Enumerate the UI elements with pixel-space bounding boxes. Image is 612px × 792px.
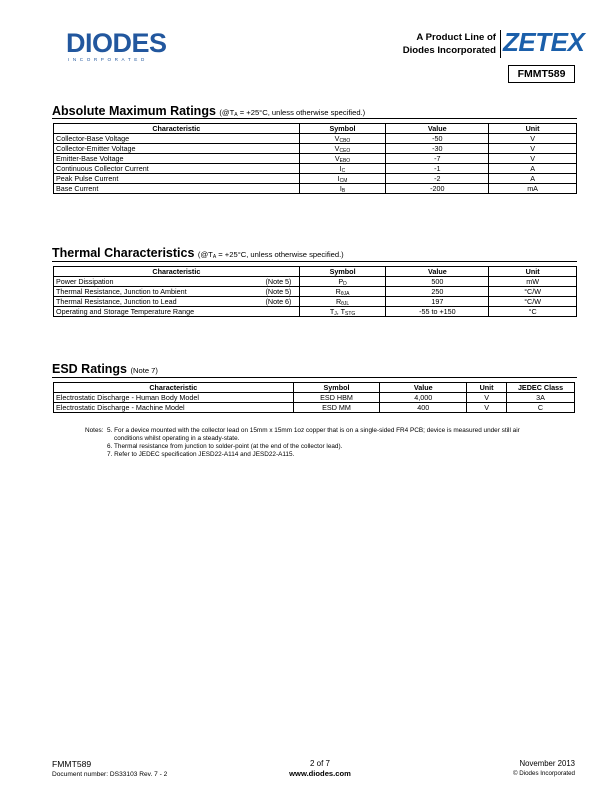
- value-cell: -1: [386, 164, 489, 174]
- part-number-box: FMMT589: [508, 65, 575, 83]
- diodes-logo: [66, 30, 172, 62]
- characteristic-cell: Peak Pulse Current: [54, 174, 300, 184]
- product-line: [403, 32, 496, 57]
- characteristic-cell: Electrostatic Discharge - Machine Model: [54, 403, 294, 413]
- col-header: Symbol: [293, 383, 380, 393]
- symbol-cell: $I_C$: [299, 164, 386, 174]
- symbol-cell: $I_{CM}$: [299, 174, 386, 184]
- symbol-cell: ESD MM: [293, 403, 380, 413]
- characteristic-cell: Thermal Resistance, Junction to Lead: [54, 297, 259, 307]
- section-rule: [52, 118, 577, 119]
- col-header: Value: [386, 124, 489, 134]
- value-cell: 197: [386, 297, 489, 307]
- symbol-cell: $V_{EBO}$: [299, 154, 386, 164]
- characteristic-cell: Operating and Storage Temperature Range: [54, 307, 259, 317]
- footer-doc-number: Document number: DS33103 Rev. 7 - 2: [52, 771, 168, 778]
- esd-note-ref: (Note 7): [130, 366, 158, 375]
- table-row: [54, 184, 577, 194]
- symbol-cell: $V_{CBO}$: [299, 134, 386, 144]
- page-number: 2 of 7: [309, 759, 330, 768]
- esd-table: [53, 382, 575, 413]
- symbol-cell: $R_{\theta JA}$: [299, 287, 386, 297]
- value-cell: -50: [386, 134, 489, 144]
- table-header-row: [54, 124, 577, 134]
- footer-part-number: FMMT589: [52, 759, 92, 769]
- footer-copyright: © Diodes Incorporated: [513, 770, 575, 777]
- table-row: [54, 154, 577, 164]
- symbol-cell: $I_B$: [299, 184, 386, 194]
- table-row: [54, 307, 577, 317]
- col-header: Symbol: [299, 267, 386, 277]
- col-header: Characteristic: [54, 383, 294, 393]
- col-header: JEDEC Class: [507, 383, 575, 393]
- note-ref-cell: (Note 5): [258, 287, 299, 297]
- col-header: Unit: [467, 383, 507, 393]
- product-line-2: Diodes Incorporated: [402, 44, 496, 56]
- header-divider: [500, 30, 501, 58]
- value-cell: -2: [386, 174, 489, 184]
- value-cell: 400: [380, 403, 467, 413]
- table-row: [54, 164, 577, 174]
- note-5: 5. For a device mounted with the collector lead on 15mm x 15mm 1oz copper that is on a single-sided FR4 PCB; device is measured under still air: [107, 427, 520, 434]
- notes-body: [107, 427, 577, 459]
- thermal-title: [52, 246, 344, 262]
- col-header: Symbol: [299, 124, 386, 134]
- characteristic-cell: Base Current: [54, 184, 300, 194]
- abs-max-table: [53, 123, 577, 194]
- footer-center: [260, 759, 380, 778]
- note-ref-cell: (Note 5): [258, 277, 299, 287]
- table-row: [54, 393, 575, 403]
- thermal-heading: Thermal Characteristics: [52, 246, 195, 260]
- value-cell: -200: [386, 184, 489, 194]
- symbol-cell: $R_{\theta JL}$: [299, 297, 386, 307]
- table-header-row: [54, 383, 575, 393]
- abs-max-condition: ($@T_A = +25^\circ C$, unless otherwise specified.): [219, 108, 366, 118]
- col-header: Unit: [489, 267, 577, 277]
- unit-cell: V: [489, 154, 577, 164]
- thermal-table: [53, 266, 577, 317]
- characteristic-cell: Thermal Resistance, Junction to Ambient: [54, 287, 259, 297]
- thermal-condition: ($@T_A = +25^\circ C$, unless otherwise specified.): [197, 250, 344, 260]
- value-cell: 250: [386, 287, 489, 297]
- unit-cell: V: [467, 393, 507, 403]
- esd-heading: ESD Ratings: [52, 362, 128, 376]
- table-row: [54, 287, 577, 297]
- table-row: [54, 134, 577, 144]
- note-5-cont: conditions whilst operating in a steady-state.: [114, 435, 240, 443]
- unit-cell: A: [489, 174, 577, 184]
- symbol-cell: ESD HBM: [293, 393, 380, 403]
- characteristic-cell: Continuous Collector Current: [54, 164, 300, 174]
- symbol-cell: $V_{CEO}$: [299, 144, 386, 154]
- symbol-cell: $T_J$, $T_{STG}$: [299, 307, 386, 317]
- section-rule: [52, 261, 577, 262]
- unit-cell: A: [489, 164, 577, 174]
- unit-cell: °C/W: [489, 297, 577, 307]
- footer-right: [513, 759, 575, 777]
- table-row: [54, 403, 575, 413]
- col-header: Unit: [489, 124, 577, 134]
- product-line-1: A Product Line of: [416, 32, 496, 43]
- col-header: Characteristic: [54, 267, 300, 277]
- jedec-class-cell: C: [507, 403, 575, 413]
- col-header: Characteristic: [54, 124, 300, 134]
- note-ref-cell: [258, 307, 299, 317]
- value-cell: 4,000: [380, 393, 467, 403]
- footer-left: [52, 759, 167, 778]
- unit-cell: mA: [489, 184, 577, 194]
- table-row: [54, 297, 577, 307]
- unit-cell: °C/W: [489, 287, 577, 297]
- section-rule: [52, 377, 577, 378]
- logo-text: DIODES: [66, 28, 167, 58]
- symbol-cell: $P_D$: [299, 277, 386, 287]
- table-row: [54, 144, 577, 154]
- note-6: 6. Thermal resistance from junction to solder-point (at the end of the collector lead).: [107, 443, 343, 451]
- logo-subtext: INCORPORATED: [68, 57, 148, 62]
- value-cell: -7: [386, 154, 489, 164]
- zetex-logo: ZETEX: [503, 27, 585, 57]
- col-header: Value: [380, 383, 467, 393]
- esd-title: [52, 362, 158, 378]
- table-header-row: [54, 267, 577, 277]
- characteristic-cell: Collector-Base Voltage: [54, 134, 300, 144]
- value-cell: -55 to +150: [386, 307, 489, 317]
- characteristic-cell: Emitter-Base Voltage: [54, 154, 300, 164]
- unit-cell: V: [489, 134, 577, 144]
- value-cell: 500: [386, 277, 489, 287]
- unit-cell: V: [489, 144, 577, 154]
- table-row: [54, 277, 577, 287]
- unit-cell: °C: [489, 307, 577, 317]
- abs-max-heading: Absolute Maximum Ratings: [52, 104, 216, 118]
- characteristic-cell: Power Dissipation: [54, 277, 259, 287]
- unit-cell: mW: [489, 277, 577, 287]
- table-row: [54, 174, 577, 184]
- characteristic-cell: Collector-Emitter Voltage: [54, 144, 300, 154]
- notes-label: Notes:: [85, 427, 104, 434]
- note-7: 7. Refer to JEDEC specification JESD22-A114 and JESD22-A115.: [107, 451, 295, 459]
- footer-date: November 2013: [519, 759, 575, 768]
- note-ref-cell: (Note 6): [258, 297, 299, 307]
- jedec-class-cell: 3A: [507, 393, 575, 403]
- unit-cell: V: [467, 403, 507, 413]
- characteristic-cell: Electrostatic Discharge - Human Body Model: [54, 393, 294, 403]
- col-header: Value: [386, 267, 489, 277]
- value-cell: -30: [386, 144, 489, 154]
- website-link[interactable]: www.diodes.com: [289, 769, 351, 778]
